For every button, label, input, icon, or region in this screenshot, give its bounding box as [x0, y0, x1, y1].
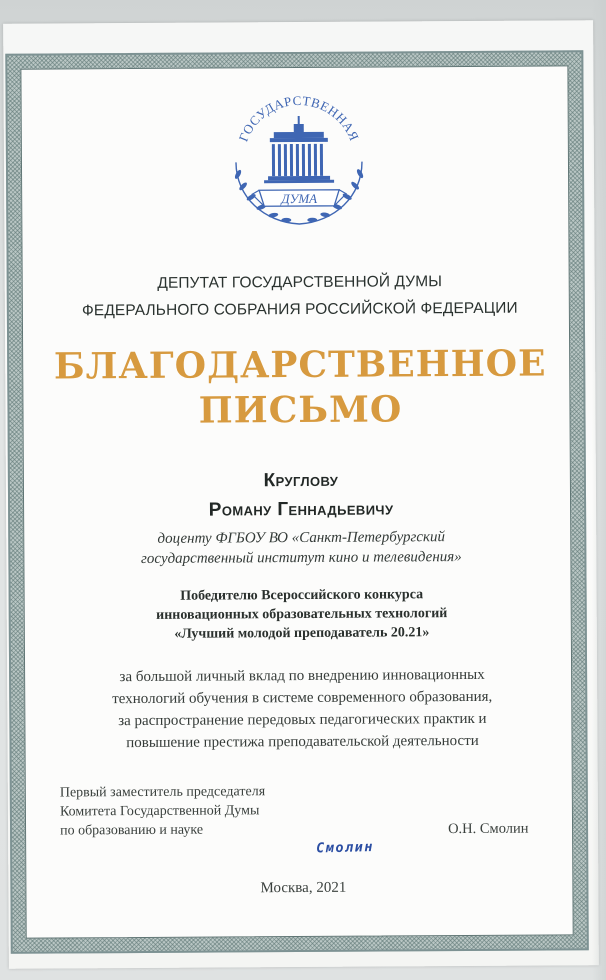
- handwritten-signature: Смолин: [315, 839, 375, 857]
- recipient-given-names: Роману Геннадьевичу: [208, 498, 394, 521]
- duma-building-icon: [264, 116, 334, 183]
- emblem-banner-text: ДУМА: [281, 190, 318, 207]
- recipient-position-line-1: доценту ФГБОУ ВО «Санкт-Петербургский: [157, 529, 446, 547]
- document-title-line-1: БЛАГОДАРСТВЕННОЕ: [53, 342, 547, 388]
- recipient-surname: Круглову: [263, 469, 339, 492]
- place-and-date: Москва, 2021: [260, 879, 347, 897]
- certificate-content: [3, 20, 599, 969]
- certificate-sheet: [3, 20, 599, 969]
- state-duma-emblem-graphic: [213, 81, 384, 232]
- signatory-title-line-1: Первый заместитель председателя: [59, 784, 266, 801]
- signatory-title-line-3: по образованию и науке: [60, 822, 204, 839]
- reason-line-4: повышение престижа преподавательской деятельности: [126, 732, 479, 752]
- document-title-line-2: ПИСЬМО: [198, 388, 403, 432]
- recipient-position-line-2: государственный институт кино и телевидения»: [140, 549, 462, 567]
- reason-line-2: технологий обучения в системе современного образования,: [112, 688, 493, 708]
- deputy-header-line-2: ФЕДЕРАЛЬНОГО СОБРАНИЯ РОССИЙСКОЙ ФЕДЕРАЦИИ: [81, 299, 518, 320]
- reason-line-3: за распространение передовых педагогических практик и: [118, 710, 487, 730]
- deputy-header-line-1: ДЕПУТАТ ГОСУДАРСТВЕННОЙ ДУМЫ: [157, 273, 443, 292]
- reason-line-1: за большой личный вклад по внедрению инновационных: [119, 666, 485, 686]
- state-duma-emblem: [213, 81, 384, 232]
- emblem-arc-text: ГОСУДАРСТВЕННАЯ: [235, 92, 363, 144]
- award-line-2: инновационных образовательных технологий: [156, 606, 448, 623]
- signatory-title-line-2: Комитета Государственной Думы: [59, 803, 260, 820]
- award-line-3: «Лучший молодой преподаватель 20.21»: [174, 625, 430, 642]
- signatory-name: О.Н. Смолин: [447, 820, 529, 838]
- background-page-edge: [592, 0, 606, 980]
- award-line-1: Победителю Всероссийского конкурса: [180, 587, 424, 604]
